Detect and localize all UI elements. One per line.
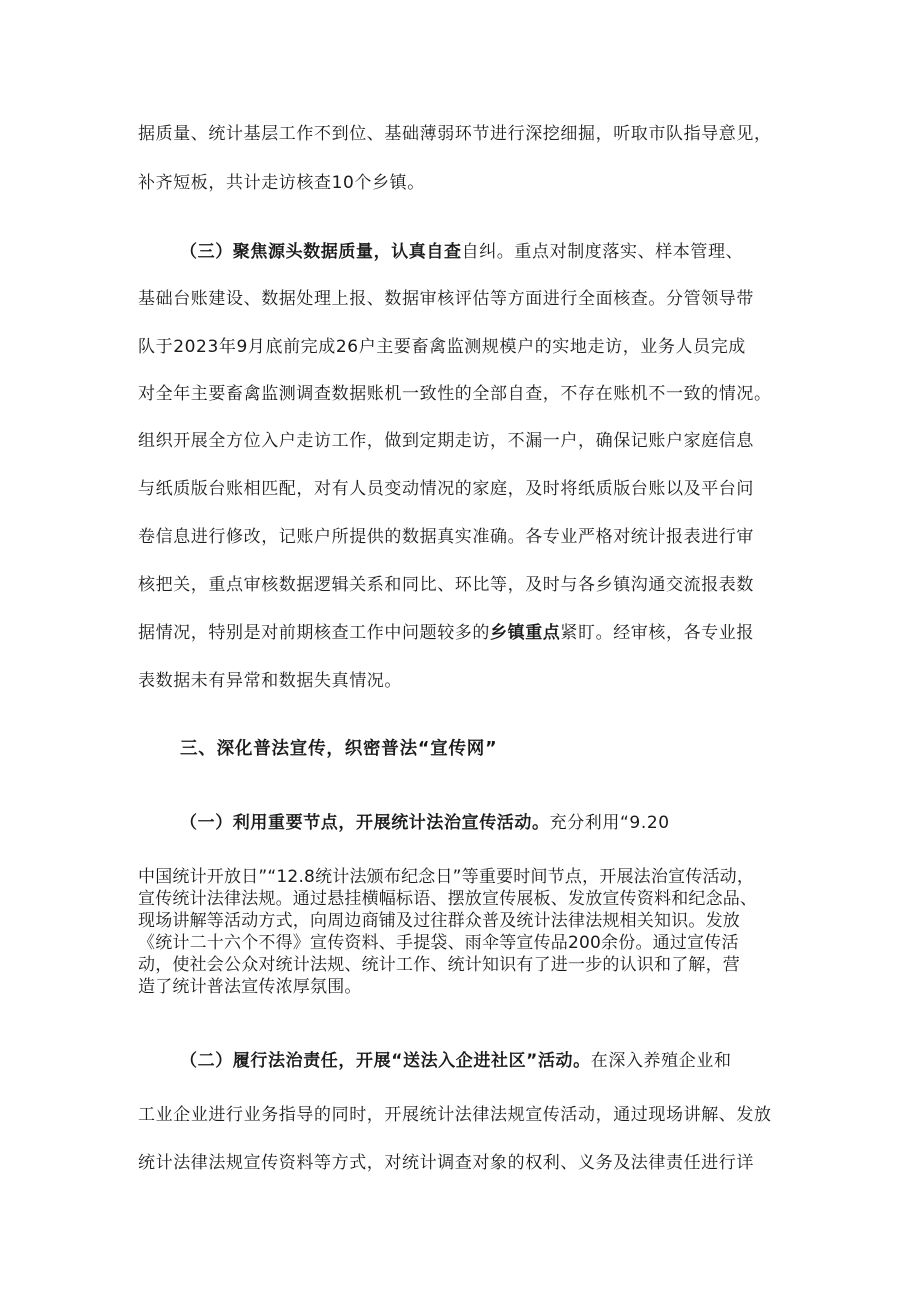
paragraph-3-line-6: 动，使社会公众对统计法规、统计工作、统计知识有了进一步的认识和了解，营 — [138, 955, 740, 975]
paragraph-2-line-7: 卷信息进行修改，记账户所提供的数据真实准确。各专业严格对统计报表进行审 — [138, 527, 754, 547]
paragraph-3-line-4: 现场讲解等活动方式，向周边商铺及过往群众普及统计法律法规相关知识。发放 — [138, 911, 740, 931]
paragraph-2-line-6: 与纸质版台账相匹配，对有人员变动情况的家庭，及时将纸质版台账以及平台问 — [138, 479, 754, 499]
paragraph-3-body — [138, 866, 798, 998]
paragraph-2-line-9-before: 据情况，特别是对前期核查工作中问题较多的 — [138, 623, 490, 643]
paragraph-4-heading: （二）履行法治责任，开展“送法入企进社区”活动。 — [180, 1051, 591, 1071]
paragraph-2-line-9-after: 紧盯。经审核，各专业报 — [560, 623, 755, 643]
paragraph-1-line-1: 据质量、统计基层工作不到位、基础薄弱环节进行深挖细掘，听取市队指导意见， — [138, 124, 772, 144]
paragraph-1-line-2: 补齐短板，共计走访核查10个乡镇。 — [138, 173, 425, 193]
paragraph-3-line-1 — [180, 812, 798, 834]
paragraph-2-line-1 — [180, 241, 798, 263]
paragraph-2-line-4: 对全年主要畜禽监测调查数据账机一致性的全部自查，不存在账机不一致的情况。 — [138, 384, 772, 404]
paragraph-4-line-2: 工业企业进行业务指导的同时，开展统计法律法规宣传活动，通过现场讲解、发放 — [138, 1105, 772, 1125]
paragraph-4-heading-tail: 在深入养殖企业和 — [590, 1051, 732, 1071]
paragraph-2-heading: （三）聚焦源头数据质量，认真自查 — [180, 242, 462, 262]
paragraph-2-heading-tail: 自纠。重点对制度落实、样本管理、 — [461, 242, 744, 262]
paragraph-3-line-3: 宣传统计法律法规。通过悬挂横幅标语、摆放宣传展板、发放宣传资料和纪念品、 — [138, 889, 758, 909]
paragraph-3-line-2: 中国统计开放日”“12.8统计法颁布纪念日”等重要时间节点，开展法治宣传活动， — [138, 867, 755, 887]
paragraph-4-line-1 — [180, 1050, 798, 1072]
paragraph-3-heading: （一）利用重要节点，开展统计法治宣传活动。 — [180, 813, 550, 833]
paragraph-2-line-9 — [138, 622, 798, 644]
paragraph-2-line-9-bold: 乡镇重点 — [490, 623, 561, 643]
paragraph-2-line-8: 核把关，重点审核数据逻辑关系和同比、环比等，及时与各乡镇沟通交流报表数 — [138, 575, 754, 595]
section-3-title: 三、深化普法宣传，织密普法“宣传网” — [180, 739, 498, 759]
paragraph-2-line-10: 表数据未有异常和数据失真情况。 — [138, 671, 402, 691]
paragraph-2-line-2: 基础台账建设、数据处理上报、数据审核评估等方面进行全面核查。分管领导带 — [138, 289, 754, 309]
paragraph-3-line-5: 《统计二十六个不得》宣传资料、手提袋、雨伞等宣传品200余份。通过宣传活 — [138, 933, 739, 953]
paragraph-2-line-3: 队于2023年9月底前完成26户主要畜禽监测规模户的实地走访，业务人员完成 — [138, 337, 746, 357]
paragraph-2-line-5: 组织开展全方位入户走访工作，做到定期走访，不漏一户，确保记账户家庭信息 — [138, 431, 754, 451]
paragraph-3-line-7: 造了统计普法宣传浓厚氛围。 — [138, 977, 362, 997]
paragraph-4-line-3: 统计法律法规宣传资料等方式，对统计调查对象的权利、义务及法律责任进行详 — [138, 1153, 754, 1173]
paragraph-3-heading-tail: 充分利用“9.20 — [549, 813, 670, 833]
